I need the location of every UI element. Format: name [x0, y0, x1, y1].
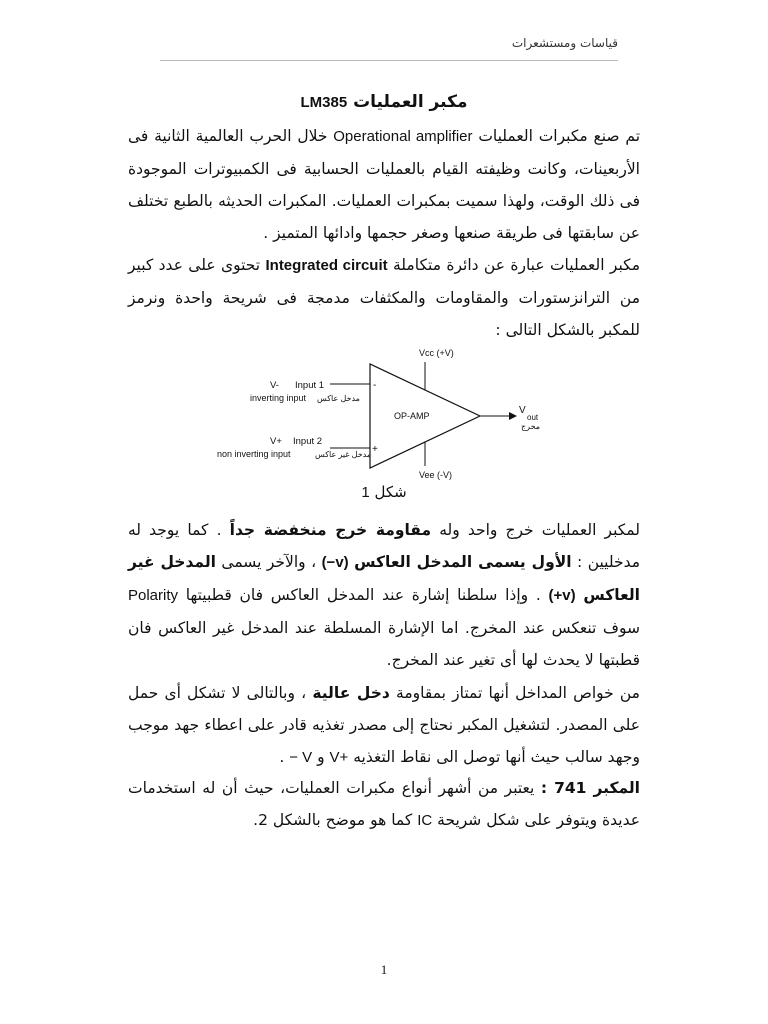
- p4-text-a: من خواص المداخل أنها تمتاز بمقاومة: [389, 684, 640, 702]
- p4-supply-plus: +V: [329, 749, 349, 766]
- input2-voltage-label: V+: [270, 436, 282, 447]
- p4-text-c: ، وبالتالى لا تشكل أى حمل على المصدر. لتشغيل المكبر نحتاج إلى مصدر تغذيه قادر على اعطاء جهد موجب وجهد سالب حيث أنها توصل الى نقاط التغذيه: [128, 684, 640, 766]
- vee-label: Vee (-V): [419, 470, 453, 480]
- input1-english-label: inverting input: [250, 393, 307, 403]
- input1-name-label: Input 1: [295, 380, 325, 391]
- header-divider: [160, 60, 618, 61]
- p5-text-d: كما هو موضح بالشكل 2.: [253, 811, 413, 829]
- p5-text-b: يعتبر من أشهر أنواع مكبرات العمليات، حيث أن له استخدمات عديدة ويتوفر على شكل شريحة: [128, 779, 640, 829]
- figure-caption: [0, 483, 768, 501]
- input1-voltage-label: V-: [270, 380, 279, 391]
- p3-text-k: سوف تنعكس عند المخرج. اما الإشارة المسلطة عند المدخل غير العاكس فان قطبتها لا يحدث لها أى تغير عند المخرج.: [128, 619, 640, 669]
- p4-text-g: .: [279, 748, 285, 766]
- paragraph-inputs-outputs: [128, 514, 640, 676]
- p3-term-polarity: Polarity: [128, 587, 179, 604]
- paragraph-integrated-circuit: [128, 249, 640, 346]
- p3-v-plus: (v+): [548, 587, 576, 604]
- page-number: 1: [380, 962, 388, 977]
- p1-text-a: تم صنع مكبرات العمليات: [472, 127, 641, 145]
- paragraph-history: [128, 120, 640, 249]
- p3-text-f: ، والآخر يسمى: [215, 553, 317, 571]
- plus-sign: +: [372, 444, 378, 455]
- p4-text-e: و: [312, 748, 325, 766]
- input2-name-label: Input 2: [293, 436, 323, 447]
- p3-low-output-resistance: مقاومة خرج منخفضة جداً: [229, 521, 432, 539]
- op-amp-diagram: [205, 340, 575, 480]
- p2-text-c: تحتوى على عدد كبير من الترانزستورات والمقاومات والمكثفات مدمجة فى شريحة واحدة ونرمز للمكبر بالشكل التالى :: [128, 256, 640, 339]
- input2-arabic-label: مدخل غير عاكس: [315, 450, 372, 459]
- caption-word: شكل: [374, 483, 407, 501]
- op-amp-label: OP-AMP: [394, 411, 430, 421]
- p1-term-operational-amplifier: Operational amplifier: [333, 128, 473, 145]
- title-arabic: مكبر العمليات: [353, 92, 468, 112]
- p2-term-integrated-circuit: Integrated circuit: [265, 257, 388, 274]
- p4-high-input-resistance: دخل عالية: [312, 684, 390, 702]
- p2-text-a: مكبر العمليات عبارة عن دائرة متكاملة: [387, 256, 640, 274]
- title-latin: LM385: [300, 94, 348, 111]
- p3-noninverting-input-term: المدخل غير العاكس: [128, 553, 640, 604]
- p3-v-minus: (v−): [321, 554, 349, 571]
- p3-text-a: لمكبر العمليات خرج واحد وله: [431, 521, 640, 539]
- input2-english-label: non inverting input: [217, 449, 291, 459]
- p3-text-i: . وإذا سلطنا إشارة عند المدخل العاكس فان قطبيتها: [178, 586, 541, 604]
- vout-subscript: out: [527, 413, 539, 422]
- vcc-label: Vcc (+V): [419, 348, 454, 358]
- p3-inverting-input-term: الأول يسمى المدخل العاكس: [354, 553, 572, 571]
- p4-supply-minus: V −: [289, 749, 313, 766]
- minus-sign: -: [373, 380, 377, 391]
- p1-text-c: خلال الحرب العالمية الثانية فى الأربعينات، وكانت وظيفته القيام بالعمليات الحسابية فى الكمبيوترات الموجودة فى ذلك الوقت، ولهذا سميت بمكبرات العمليات. المكبرات الحديثه بالطبع تختلف عن سابقتها فى طريقة صنعها وصغر حجمها وادائها المتميز .: [128, 127, 640, 242]
- p5-term-ic: IC: [417, 812, 433, 829]
- output-arrow: [509, 412, 517, 420]
- output-arabic-label: مخرج: [521, 422, 541, 431]
- vout-label: V: [519, 405, 526, 416]
- page-title: [0, 92, 768, 112]
- paragraph-741: [128, 772, 640, 837]
- input1-arabic-label: مدخل عاكس: [317, 394, 360, 403]
- p3-text-c: . كما يوجد له مدخليين :: [128, 521, 641, 571]
- p5-heading-741: المكبر 741 :: [540, 779, 640, 797]
- paragraph-input-properties: [128, 677, 640, 774]
- caption-number: 1: [361, 484, 370, 501]
- running-header: قياسات ومستشعرات: [511, 36, 618, 50]
